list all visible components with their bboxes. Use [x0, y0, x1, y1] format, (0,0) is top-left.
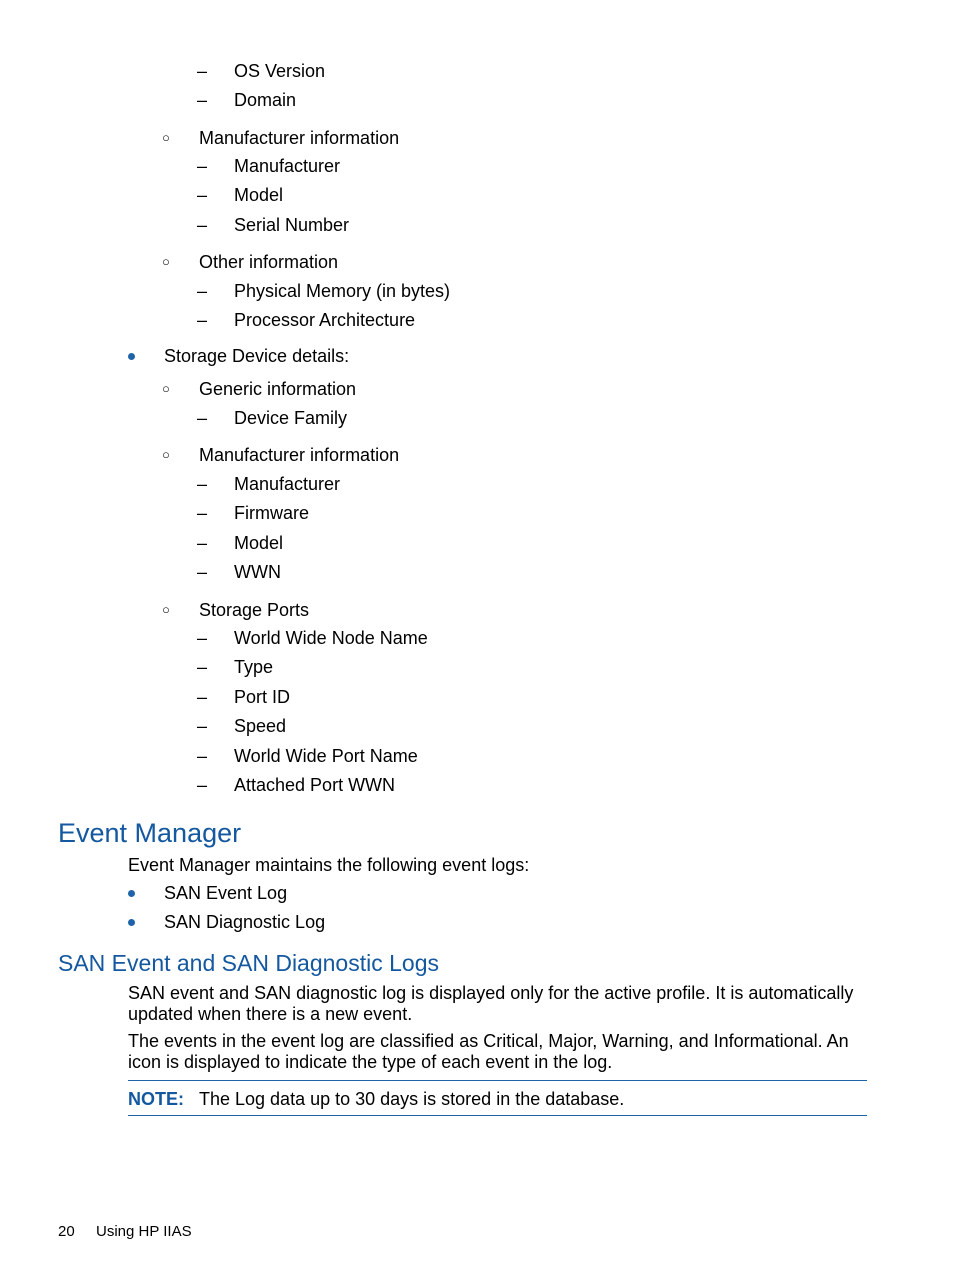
dash-marker: –: [197, 474, 208, 494]
dash-marker: –: [197, 628, 208, 648]
list-item: Attached Port WWN: [234, 775, 396, 795]
dash-marker: –: [197, 90, 208, 110]
dash-marker: –: [197, 775, 208, 795]
circle-bullet-icon: ○: [162, 447, 170, 462]
dash-marker: –: [197, 215, 208, 235]
dash-marker: –: [197, 746, 208, 766]
list-item: Storage Ports: [199, 600, 310, 620]
circle-bullet-icon: ○: [162, 130, 170, 145]
note-bottom-rule: [128, 1115, 867, 1116]
bullet-icon: [128, 890, 135, 897]
list-item: Firmware: [234, 503, 309, 523]
paragraph: The events in the event log are classified as Critical, Major, Warning, and Informational. An icon is displayed to indicate the type of each event in the log.: [128, 1031, 849, 1072]
dash-marker: –: [197, 281, 208, 301]
dash-marker: –: [197, 533, 208, 553]
list-item: Model: [234, 185, 284, 205]
note-text: The Log data up to 30 days is stored in the database.: [199, 1089, 625, 1109]
list-item: Manufacturer information: [199, 445, 400, 465]
subsection-heading: SAN Event and SAN Diagnostic Logs: [58, 950, 439, 976]
section-heading: Event Manager: [58, 818, 242, 848]
list-item: Type: [234, 657, 274, 677]
list-item: Storage Device details:: [164, 346, 350, 366]
footer-section-title: Using HP IIAS: [96, 1223, 192, 1240]
intro-text: Event Manager maintains the following event logs:: [128, 855, 530, 875]
note-label: NOTE:: [128, 1089, 184, 1109]
dash-marker: –: [197, 310, 208, 330]
list-item: Physical Memory (in bytes): [234, 281, 451, 301]
dash-marker: –: [197, 156, 208, 176]
bullet-icon: [128, 919, 135, 926]
list-item: Domain: [234, 90, 297, 110]
paragraph: SAN event and SAN diagnostic log is displayed only for the active profile. It is automatically updated when there is a new event.: [128, 983, 854, 1024]
dash-marker: –: [197, 408, 208, 428]
list-item: Manufacturer: [234, 474, 341, 494]
dash-marker: –: [197, 687, 208, 707]
list-item: Device Family: [234, 408, 348, 428]
circle-bullet-icon: ○: [162, 254, 170, 269]
dash-marker: –: [197, 657, 208, 677]
dash-marker: –: [197, 716, 208, 736]
list-item: Manufacturer information: [199, 128, 400, 148]
page-number: 20: [58, 1223, 75, 1240]
list-item: Generic information: [199, 379, 357, 399]
list-item: Model: [234, 533, 284, 553]
dash-marker: –: [197, 61, 208, 81]
note-top-rule: [128, 1080, 867, 1081]
dash-marker: –: [197, 185, 208, 205]
list-item: WWN: [234, 562, 281, 582]
list-item: Processor Architecture: [234, 310, 416, 330]
dash-marker: –: [197, 503, 208, 523]
list-item: SAN Event Log: [164, 883, 288, 903]
list-item: Port ID: [234, 687, 291, 707]
list-item: OS Version: [234, 61, 326, 81]
dash-marker: –: [197, 562, 208, 582]
list-item: Speed: [234, 716, 287, 736]
list-item: Other information: [199, 252, 339, 272]
list-item: SAN Diagnostic Log: [164, 912, 326, 932]
list-item: World Wide Node Name: [234, 628, 428, 648]
list-item: World Wide Port Name: [234, 746, 418, 766]
bullet-icon: [128, 353, 135, 360]
circle-bullet-icon: ○: [162, 381, 170, 396]
list-item: Manufacturer: [234, 156, 341, 176]
circle-bullet-icon: ○: [162, 602, 170, 617]
list-item: Serial Number: [234, 215, 350, 235]
